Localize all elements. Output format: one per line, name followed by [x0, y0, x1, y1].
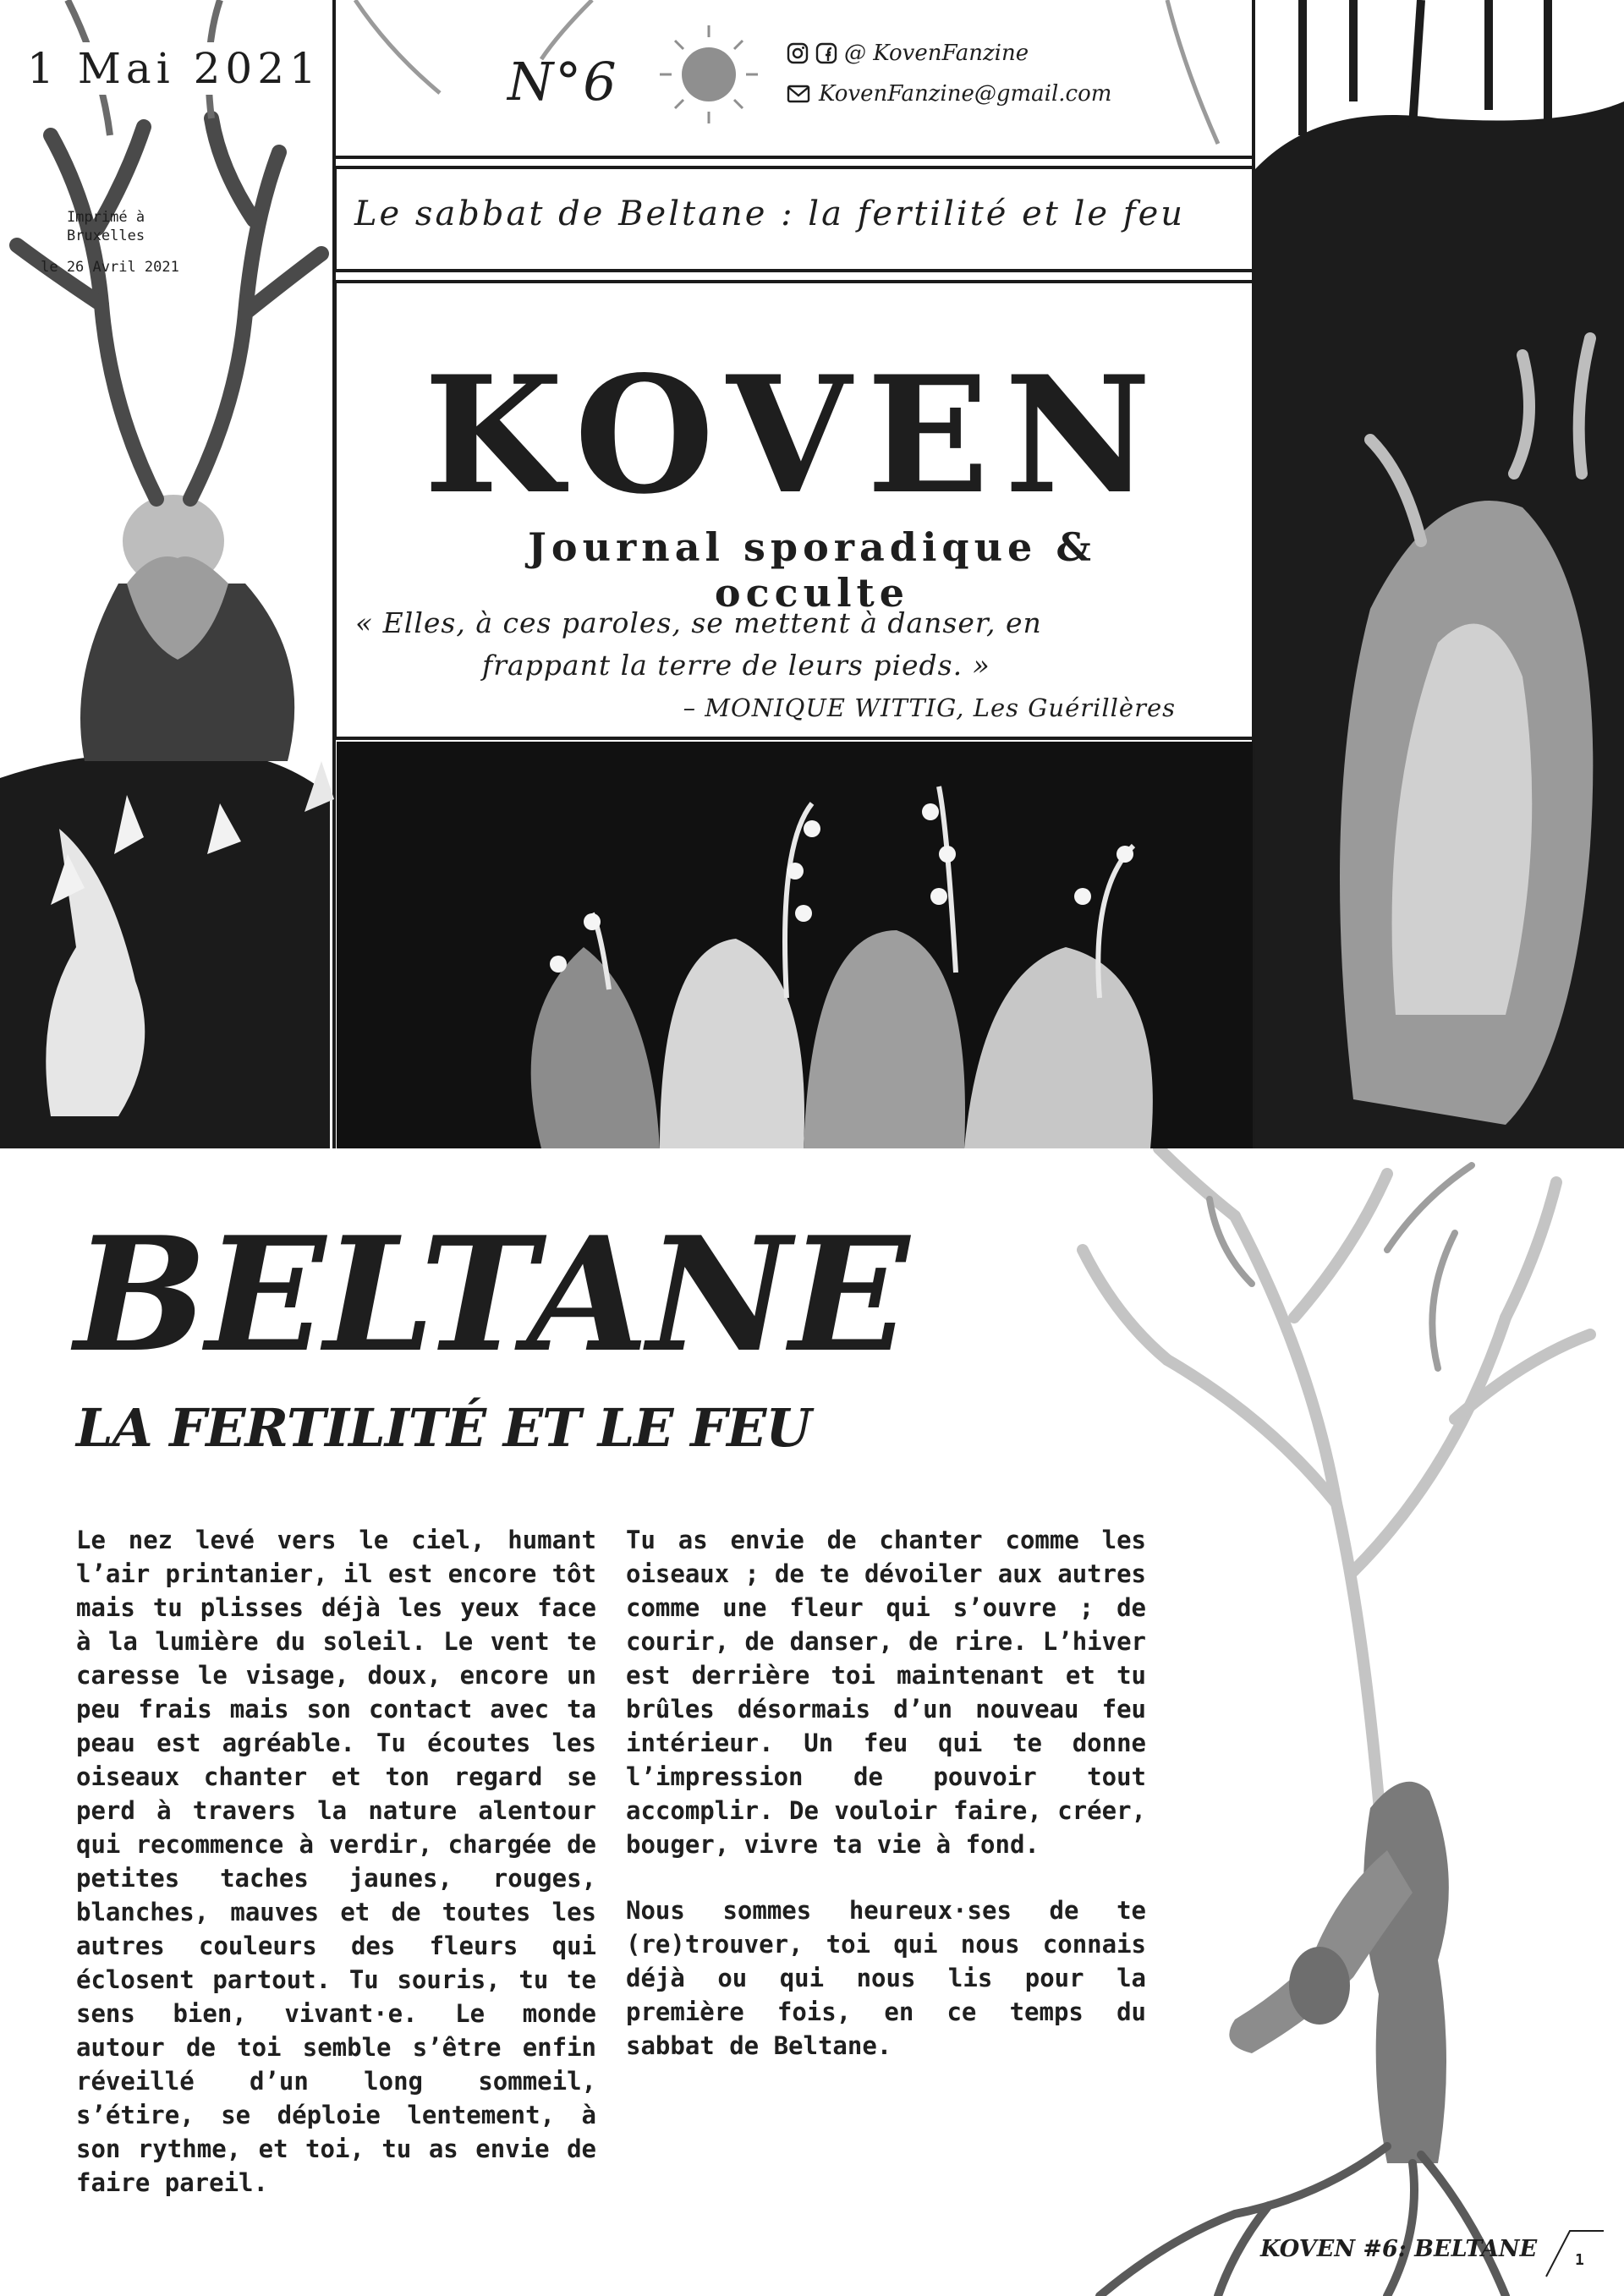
- social-handle-row[interactable]: [787, 41, 1029, 66]
- quote-line-2: frappant la terre de leurs pieds. »: [482, 649, 990, 682]
- article-column-2: [626, 1523, 1146, 2095]
- quote-line-1: « Elles, à ces paroles, se mettent à danser, en: [355, 606, 1042, 639]
- printed-line-2: Bruxelles: [66, 227, 145, 244]
- paragraph-1: Le nez levé vers le ciel, humant l’air printanier, il est encore tôt mais tu plisses déjà les yeux face à la lumière du soleil. Le vent te caresse le visage, doux, encore un peu frais mais son contact avec ta peau est agréable. Tu écoutes les oiseaux chanter et ton regard se perd à travers la nature alentour qui recommence à verdir, chargée de petites taches jaunes, rouges, blanches, mauves et de toutes les autres couleurs des fleurs qui éclosent partout. Tu souris, tu te sens bien, vivant·e. Le monde autour de toi semble s’être enfin réveillé d’un long sommeil, s’étire, se déploie lentement, à son rythme, et toi, tu as envie de faire pareil.: [76, 1526, 596, 2197]
- mail-icon: [787, 85, 810, 103]
- printed-line-1: Imprimé à: [66, 209, 145, 226]
- masthead-tagline: Le sabbat de Beltane : la fertilité et le feu: [354, 195, 1186, 233]
- page-corner-mark: [1544, 2228, 1604, 2278]
- masthead-title: KOVEN: [423, 341, 1167, 529]
- instagram-icon: [787, 42, 809, 64]
- social-handle: @ KovenFanzine: [844, 41, 1029, 66]
- article-column-1: [76, 1523, 596, 2200]
- email-address: KovenFanzine@gmail.com: [819, 81, 1112, 107]
- article-subtitle: LA FERTILITÉ ET LE FEU: [76, 1397, 811, 1459]
- paragraph-3: Nous sommes heureux·ses de te (re)trouver, toi qui nous connais déjà ou qui nous lis pour la première fois, en ce temps du sabbat de Beltane.: [626, 1896, 1146, 2060]
- plant-illustration: [1255, 0, 1624, 1148]
- stag-illustration: [0, 0, 330, 1148]
- issue-number: N°6: [508, 51, 618, 112]
- quote-attribution: – MONIQUE WITTIG, Les Guérillères: [683, 693, 1176, 722]
- sun-icon: [660, 25, 758, 123]
- printed-location: [34, 208, 178, 245]
- printed-date: le 26 Avril 2021: [41, 259, 179, 276]
- masthead-subtitle: Journal sporadique & occulte: [528, 524, 1096, 616]
- epigraph-quote: [355, 602, 1201, 729]
- article-title: BELTANE: [74, 1202, 908, 1387]
- facebook-icon: [815, 42, 837, 64]
- running-footer: KOVEN #6: BELTANE: [1260, 2236, 1538, 2262]
- lily-illustration: [337, 742, 1253, 1148]
- issue-date: 1 Mai 2021: [17, 42, 332, 95]
- page-number: 1: [1575, 2251, 1584, 2269]
- email-row[interactable]: [787, 81, 1111, 107]
- paragraph-2: Tu as envie de chanter comme les oiseaux ; de te dévoiler aux autres comme une fleur qui s’ouvre ; de courir, de danser, de rire. L’hiver est derrière toi maintenant et tu brûles désormais d’un nouveau feu intérieur. Un feu qui te donne l’impression de pouvoir tout accomplir. De vouloir faire, créer, bouger, vivre ta vie à fond.: [626, 1526, 1146, 1859]
